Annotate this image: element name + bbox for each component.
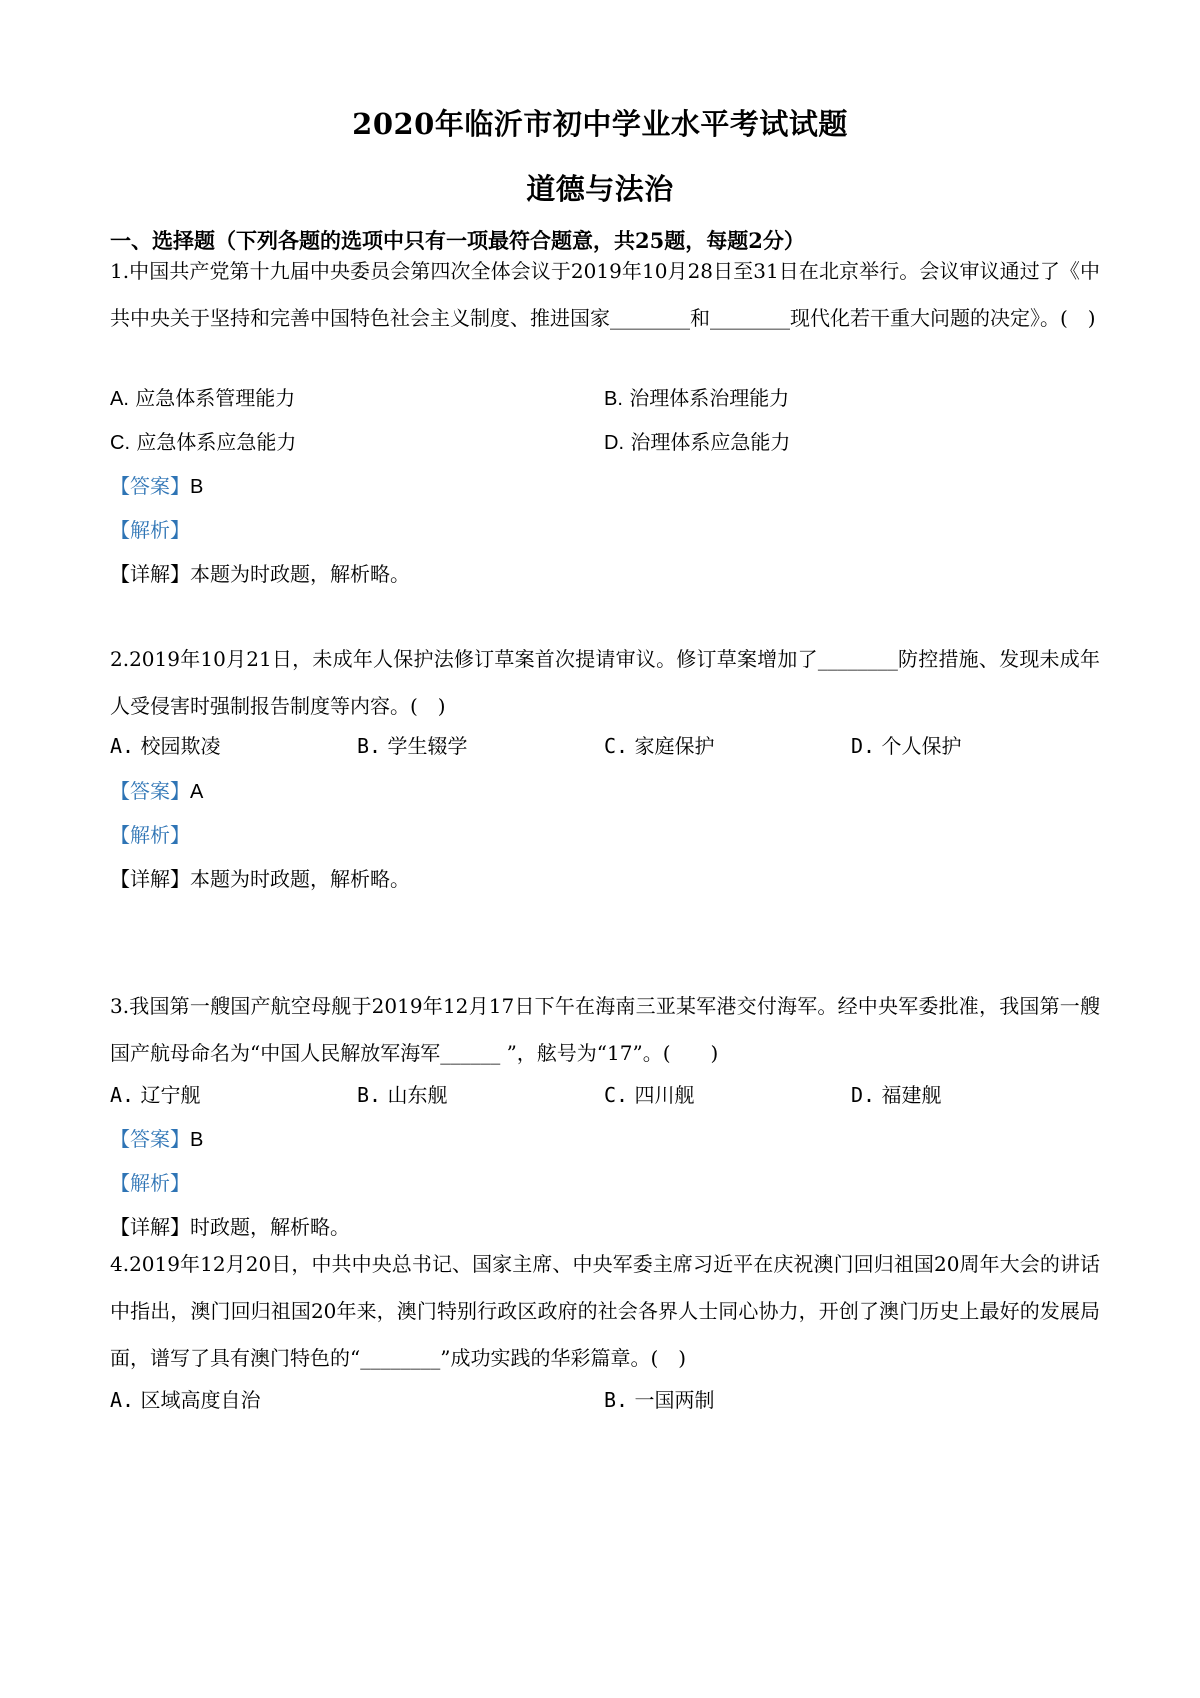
question-1-analysis-label: 【解析】 <box>110 518 190 542</box>
subject-title: 道德与法治 <box>526 172 674 206</box>
answer-value: B <box>190 1129 204 1151</box>
answer-value: B <box>190 476 204 498</box>
question-1-detail <box>110 558 410 587</box>
question-3-option-a: A. 辽宁舰 <box>110 1083 201 1107</box>
question-2-analysis-label: 【解析】 <box>110 823 190 847</box>
question-3-options-row <box>110 1079 1100 1111</box>
question-3-detail <box>110 1211 350 1240</box>
detail-label: 【详解】 <box>110 562 190 586</box>
question-4-option-b: B. 一国两制 <box>604 1388 715 1412</box>
detail-text: 本题为时政题，解析略。 <box>190 867 410 891</box>
question-2-option-d: D. 个人保护 <box>851 734 962 758</box>
question-2-detail <box>110 863 410 892</box>
question-1-option-a: A. 应急体系管理能力 <box>110 386 296 410</box>
question-2-answer <box>110 775 203 804</box>
question-1-option-d: D. 治理体系应急能力 <box>604 430 791 454</box>
answer-label: 【答案】 <box>110 779 190 803</box>
question-2-option-a: A. 校园欺凌 <box>110 734 221 758</box>
question-3-option-c: C. 四川舰 <box>604 1083 695 1107</box>
question-1-option-c: C. 应急体系应急能力 <box>110 430 297 454</box>
question-1-text: 1.中国共产党第十九届中央委员会第四次全体会议于2019年10月28日至31日在北京举行。会议审议通过了《中共中央关于坚持和完善中国特色社会主义制度、推进国家________和________现代化若干重大问题的决定》。( ) <box>110 259 1100 330</box>
section-heading: 一、选择题（下列各题的选项中只有一项最符合题意，共25题，每题2分） <box>110 228 805 253</box>
question-1-options-row-2 <box>110 426 1100 458</box>
detail-text: 本题为时政题，解析略。 <box>190 562 410 586</box>
question-1-option-b: B. 治理体系治理能力 <box>604 386 790 410</box>
question-3-analysis-label: 【解析】 <box>110 1171 190 1195</box>
question-2-options-row <box>110 730 1100 762</box>
question-2-option-c: C. 家庭保护 <box>604 734 715 758</box>
question-2-option-b: B. 学生辍学 <box>357 734 468 758</box>
question-3-option-b: B. 山东舰 <box>357 1083 448 1107</box>
question-4-text: 4.2019年12月20日，中共中央总书记、国家主席、中央军委主席习近平在庆祝澳门回归祖国20周年大会的讲话中指出，澳门回归祖国20年来，澳门特别行政区政府的社会各界人士同心协力，开创了澳门历史上最好的发展局面，谱写了具有澳门特色的“________”成功实践的华彩篇章。( ) <box>110 1252 1100 1370</box>
question-4-options-row <box>110 1384 1100 1416</box>
detail-label: 【详解】 <box>110 867 190 891</box>
answer-label: 【答案】 <box>110 474 190 498</box>
question-3-answer <box>110 1123 203 1152</box>
question-3-option-d: D. 福建舰 <box>851 1083 942 1107</box>
detail-text: 时政题，解析略。 <box>190 1215 350 1239</box>
answer-label: 【答案】 <box>110 1127 190 1151</box>
question-3-text: 3.我国第一艘国产航空母舰于2019年12月17日下午在海南三亚某军港交付海军。经中央军委批准，我国第一艘国产航母命名为“中国人民解放军海军______ ”，舷号为“17”。( ) <box>110 994 1100 1065</box>
question-1-options-row-1 <box>110 382 1100 414</box>
question-4-option-a: A. 区域高度自治 <box>110 1388 261 1412</box>
question-1-answer <box>110 470 203 499</box>
question-2-text: 2.2019年10月21日，未成年人保护法修订草案首次提请审议。修订草案增加了________防控措施、发现未成年人受侵害时强制报告制度等内容。( ) <box>110 647 1100 718</box>
answer-value: A <box>190 781 204 803</box>
detail-label: 【详解】 <box>110 1215 190 1239</box>
exam-title: 2020年临沂市初中学业水平考试试题 <box>352 107 848 141</box>
